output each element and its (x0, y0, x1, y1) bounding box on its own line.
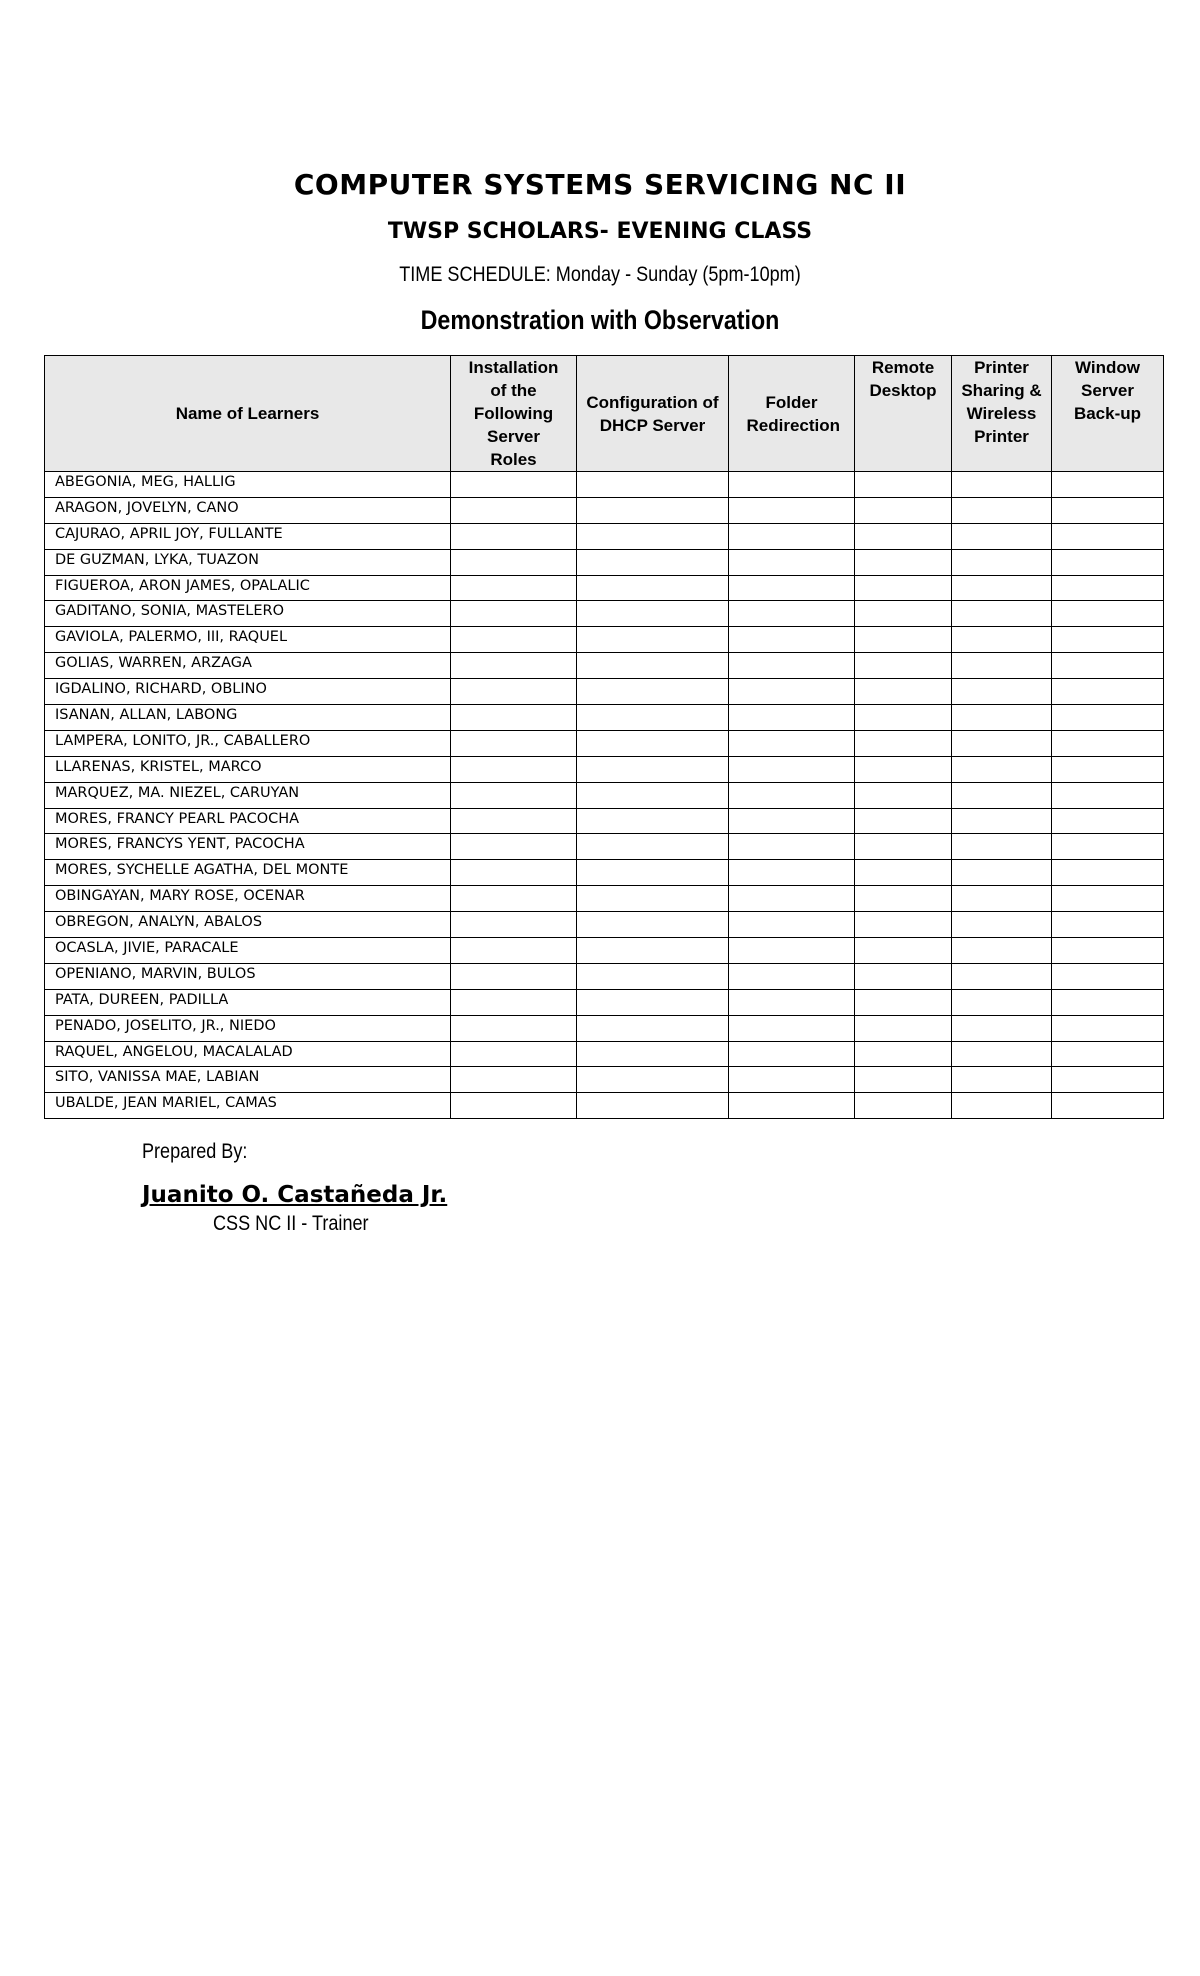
learner-name-cell: DE GUZMAN, LYKA, TUAZON (45, 549, 451, 575)
rating-cell[interactable] (855, 497, 952, 523)
learner-name-cell: LAMPERA, LONITO, JR., CABALLERO (45, 730, 451, 756)
rating-cell[interactable] (855, 963, 952, 989)
rating-cell[interactable] (952, 575, 1052, 601)
rating-cell[interactable] (952, 1093, 1052, 1119)
rating-cell[interactable] (729, 730, 855, 756)
rating-cell[interactable] (952, 834, 1052, 860)
rating-cell[interactable] (577, 834, 729, 860)
rating-cell[interactable] (577, 1093, 729, 1119)
rating-cell[interactable] (855, 1015, 952, 1041)
rating-cell[interactable] (1052, 1041, 1164, 1067)
rating-cell[interactable] (451, 575, 577, 601)
rating-cell[interactable] (577, 549, 729, 575)
rating-cell[interactable] (451, 653, 577, 679)
learners-table-body (45, 472, 1164, 1119)
rating-cell[interactable] (1052, 523, 1164, 549)
rating-cell[interactable] (729, 523, 855, 549)
table-row (45, 497, 1164, 523)
rating-cell[interactable] (952, 912, 1052, 938)
rating-cell[interactable] (577, 730, 729, 756)
learner-name-cell: RAQUEL, ANGELOU, MACALALAD (45, 1041, 451, 1067)
table-row (45, 601, 1164, 627)
column-header-remote-desktop: Remote Desktop (855, 356, 952, 472)
rating-cell[interactable] (855, 601, 952, 627)
table-row (45, 938, 1164, 964)
learner-name-cell: ABEGONIA, MEG, HALLIG (45, 472, 451, 498)
rating-cell[interactable] (729, 679, 855, 705)
rating-cell[interactable] (451, 912, 577, 938)
rating-cell[interactable] (952, 782, 1052, 808)
rating-cell[interactable] (952, 705, 1052, 731)
rating-cell[interactable] (855, 627, 952, 653)
rating-cell[interactable] (855, 679, 952, 705)
rating-cell[interactable] (729, 1015, 855, 1041)
rating-cell[interactable] (729, 834, 855, 860)
rating-cell[interactable] (577, 1067, 729, 1093)
signer-name: Juanito O. Castañeda Jr. (142, 1182, 448, 1208)
rating-cell[interactable] (855, 730, 952, 756)
column-header-dhcp: Configuration of DHCP Server (577, 356, 729, 472)
rating-cell[interactable] (451, 705, 577, 731)
rating-cell[interactable] (577, 679, 729, 705)
table-row (45, 549, 1164, 575)
rating-cell[interactable] (729, 1041, 855, 1067)
table-row (45, 886, 1164, 912)
rating-cell[interactable] (855, 860, 952, 886)
rating-cell[interactable] (855, 705, 952, 731)
rating-cell[interactable] (1052, 653, 1164, 679)
rating-cell[interactable] (577, 782, 729, 808)
rating-cell[interactable] (1052, 938, 1164, 964)
rating-cell[interactable] (952, 497, 1052, 523)
learner-name-cell: MORES, FRANCYS YENT, PACOCHA (45, 834, 451, 860)
rating-cell[interactable] (451, 730, 577, 756)
rating-cell[interactable] (952, 549, 1052, 575)
rating-cell[interactable] (451, 860, 577, 886)
table-row (45, 782, 1164, 808)
rating-cell[interactable] (952, 1041, 1052, 1067)
rating-cell[interactable] (729, 912, 855, 938)
rating-cell[interactable] (729, 860, 855, 886)
learner-name-cell: MORES, FRANCY PEARL PACOCHA (45, 808, 451, 834)
rating-cell[interactable] (577, 472, 729, 498)
rating-cell[interactable] (451, 1093, 577, 1119)
table-row (45, 963, 1164, 989)
signer-role: CSS NC II - Trainer (213, 1212, 369, 1235)
rating-cell[interactable] (1052, 860, 1164, 886)
rating-cell[interactable] (952, 989, 1052, 1015)
rating-cell[interactable] (1052, 834, 1164, 860)
rating-cell[interactable] (451, 834, 577, 860)
learner-name-cell: LLARENAS, KRISTEL, MARCO (45, 756, 451, 782)
column-header-server-backup: Window Server Back-up (1052, 356, 1164, 472)
table-header-row (45, 356, 1164, 472)
rating-cell[interactable] (451, 679, 577, 705)
rating-cell[interactable] (577, 808, 729, 834)
rating-cell[interactable] (952, 886, 1052, 912)
table-row (45, 1015, 1164, 1041)
learner-name-cell: GADITANO, SONIA, MASTELERO (45, 601, 451, 627)
rating-cell[interactable] (952, 938, 1052, 964)
rating-cell[interactable] (577, 963, 729, 989)
table-row (45, 912, 1164, 938)
rating-cell[interactable] (729, 497, 855, 523)
rating-cell[interactable] (451, 1041, 577, 1067)
table-row (45, 472, 1164, 498)
rating-cell[interactable] (855, 549, 952, 575)
learner-name-cell: GOLIAS, WARREN, ARZAGA (45, 653, 451, 679)
rating-cell[interactable] (1052, 989, 1164, 1015)
learner-name-cell: FIGUEROA, ARON JAMES, OPALALIC (45, 575, 451, 601)
rating-cell[interactable] (451, 756, 577, 782)
rating-cell[interactable] (952, 653, 1052, 679)
learner-name-cell: MORES, SYCHELLE AGATHA, DEL MONTE (45, 860, 451, 886)
learners-table (44, 355, 1164, 1119)
rating-cell[interactable] (729, 963, 855, 989)
rating-cell[interactable] (577, 497, 729, 523)
rating-cell[interactable] (451, 627, 577, 653)
rating-cell[interactable] (729, 601, 855, 627)
document-subtitle: TWSP SCHOLARS- EVENING CLASS (387, 219, 813, 244)
rating-cell[interactable] (577, 601, 729, 627)
rating-cell[interactable] (577, 653, 729, 679)
rating-cell[interactable] (577, 1015, 729, 1041)
prepared-by-label: Prepared By: (142, 1140, 248, 1163)
learner-name-cell: OPENIANO, MARVIN, BULOS (45, 963, 451, 989)
rating-cell[interactable] (855, 1093, 952, 1119)
rating-cell[interactable] (577, 523, 729, 549)
rating-cell[interactable] (729, 472, 855, 498)
rating-cell[interactable] (952, 1067, 1052, 1093)
rating-cell[interactable] (451, 523, 577, 549)
rating-cell[interactable] (1052, 912, 1164, 938)
rating-cell[interactable] (952, 756, 1052, 782)
rating-cell[interactable] (952, 627, 1052, 653)
rating-cell[interactable] (451, 782, 577, 808)
table-row (45, 808, 1164, 834)
rating-cell[interactable] (1052, 756, 1164, 782)
rating-cell[interactable] (952, 963, 1052, 989)
learner-name-cell: MARQUEZ, MA. NIEZEL, CARUYAN (45, 782, 451, 808)
table-row (45, 730, 1164, 756)
rating-cell[interactable] (729, 549, 855, 575)
rating-cell[interactable] (729, 575, 855, 601)
rating-cell[interactable] (577, 886, 729, 912)
rating-cell[interactable] (577, 1041, 729, 1067)
learner-name-cell: ARAGON, JOVELYN, CANO (45, 497, 451, 523)
table-row (45, 860, 1164, 886)
learner-name-cell: SITO, VANISSA MAE, LABIAN (45, 1067, 451, 1093)
table-row (45, 705, 1164, 731)
rating-cell[interactable] (577, 627, 729, 653)
table-row (45, 679, 1164, 705)
rating-cell[interactable] (451, 1067, 577, 1093)
table-row (45, 627, 1164, 653)
rating-cell[interactable] (1052, 705, 1164, 731)
rating-cell[interactable] (1052, 886, 1164, 912)
rating-cell[interactable] (577, 938, 729, 964)
table-row (45, 834, 1164, 860)
rating-cell[interactable] (855, 886, 952, 912)
learner-name-cell: OCASLA, JIVIE, PARACALE (45, 938, 451, 964)
rating-cell[interactable] (729, 989, 855, 1015)
rating-cell[interactable] (1052, 679, 1164, 705)
rating-cell[interactable] (952, 808, 1052, 834)
rating-cell[interactable] (952, 523, 1052, 549)
rating-cell[interactable] (855, 1067, 952, 1093)
rating-cell[interactable] (952, 730, 1052, 756)
rating-cell[interactable] (855, 808, 952, 834)
column-header-name: Name of Learners (45, 356, 451, 472)
rating-cell[interactable] (855, 523, 952, 549)
table-row (45, 1067, 1164, 1093)
rating-cell[interactable] (855, 472, 952, 498)
rating-cell[interactable] (855, 782, 952, 808)
column-header-installation: Installation of the Following Server Roles (451, 356, 577, 472)
rating-cell[interactable] (952, 601, 1052, 627)
rating-cell[interactable] (1052, 1093, 1164, 1119)
column-header-printer-sharing: Printer Sharing & Wireless Printer (952, 356, 1052, 472)
rating-cell[interactable] (451, 497, 577, 523)
table-row (45, 989, 1164, 1015)
rating-cell[interactable] (1052, 601, 1164, 627)
rating-cell[interactable] (855, 756, 952, 782)
rating-cell[interactable] (1052, 963, 1164, 989)
rating-cell[interactable] (1052, 808, 1164, 834)
rating-cell[interactable] (1052, 1067, 1164, 1093)
rating-cell[interactable] (451, 808, 577, 834)
rating-cell[interactable] (729, 938, 855, 964)
rating-cell[interactable] (729, 627, 855, 653)
learner-name-cell: GAVIOLA, PALERMO, III, RAQUEL (45, 627, 451, 653)
learner-name-cell: PATA, DUREEN, PADILLA (45, 989, 451, 1015)
rating-cell[interactable] (577, 860, 729, 886)
learner-name-cell: UBALDE, JEAN MARIEL, CAMAS (45, 1093, 451, 1119)
section-heading: Demonstration with Observation (420, 305, 780, 335)
table-row (45, 523, 1164, 549)
rating-cell[interactable] (577, 989, 729, 1015)
learner-name-cell: CAJURAO, APRIL JOY, FULLANTE (45, 523, 451, 549)
rating-cell[interactable] (729, 1067, 855, 1093)
learner-name-cell: OBREGON, ANALYN, ABALOS (45, 912, 451, 938)
rating-cell[interactable] (855, 1041, 952, 1067)
rating-cell[interactable] (729, 756, 855, 782)
rating-cell[interactable] (451, 472, 577, 498)
rating-cell[interactable] (451, 1015, 577, 1041)
rating-cell[interactable] (577, 575, 729, 601)
rating-cell[interactable] (952, 860, 1052, 886)
table-row (45, 653, 1164, 679)
rating-cell[interactable] (729, 886, 855, 912)
document-title: COMPUTER SYSTEMS SERVICING NC II (293, 168, 907, 201)
rating-cell[interactable] (451, 963, 577, 989)
rating-cell[interactable] (577, 705, 729, 731)
learner-name-cell: ISANAN, ALLAN, LABONG (45, 705, 451, 731)
rating-cell[interactable] (729, 1093, 855, 1119)
rating-cell[interactable] (729, 808, 855, 834)
rating-cell[interactable] (952, 472, 1052, 498)
rating-cell[interactable] (729, 705, 855, 731)
learner-name-cell: PENADO, JOSELITO, JR., NIEDO (45, 1015, 451, 1041)
rating-cell[interactable] (1052, 627, 1164, 653)
rating-cell[interactable] (1052, 497, 1164, 523)
column-header-folder-redirection: Folder Redirection (729, 356, 855, 472)
rating-cell[interactable] (577, 912, 729, 938)
rating-cell[interactable] (577, 756, 729, 782)
rating-cell[interactable] (451, 989, 577, 1015)
rating-cell[interactable] (855, 834, 952, 860)
rating-cell[interactable] (855, 912, 952, 938)
table-row (45, 1093, 1164, 1119)
rating-cell[interactable] (729, 782, 855, 808)
table-row (45, 575, 1164, 601)
rating-cell[interactable] (855, 653, 952, 679)
rating-cell[interactable] (855, 938, 952, 964)
rating-cell[interactable] (1052, 549, 1164, 575)
rating-cell[interactable] (451, 938, 577, 964)
learner-name-cell: IGDALINO, RICHARD, OBLINO (45, 679, 451, 705)
rating-cell[interactable] (855, 989, 952, 1015)
table-row (45, 1041, 1164, 1067)
table-row (45, 756, 1164, 782)
rating-cell[interactable] (1052, 782, 1164, 808)
learner-name-cell: OBINGAYAN, MARY ROSE, OCENAR (45, 886, 451, 912)
rating-cell[interactable] (451, 601, 577, 627)
rating-cell[interactable] (451, 886, 577, 912)
rating-cell[interactable] (729, 653, 855, 679)
time-schedule: TIME SCHEDULE: Monday - Sunday (5pm-10pm) (399, 263, 801, 286)
rating-cell[interactable] (1052, 575, 1164, 601)
rating-cell[interactable] (1052, 730, 1164, 756)
rating-cell[interactable] (855, 575, 952, 601)
rating-cell[interactable] (1052, 1015, 1164, 1041)
rating-cell[interactable] (952, 679, 1052, 705)
rating-cell[interactable] (952, 1015, 1052, 1041)
rating-cell[interactable] (451, 549, 577, 575)
rating-cell[interactable] (1052, 472, 1164, 498)
